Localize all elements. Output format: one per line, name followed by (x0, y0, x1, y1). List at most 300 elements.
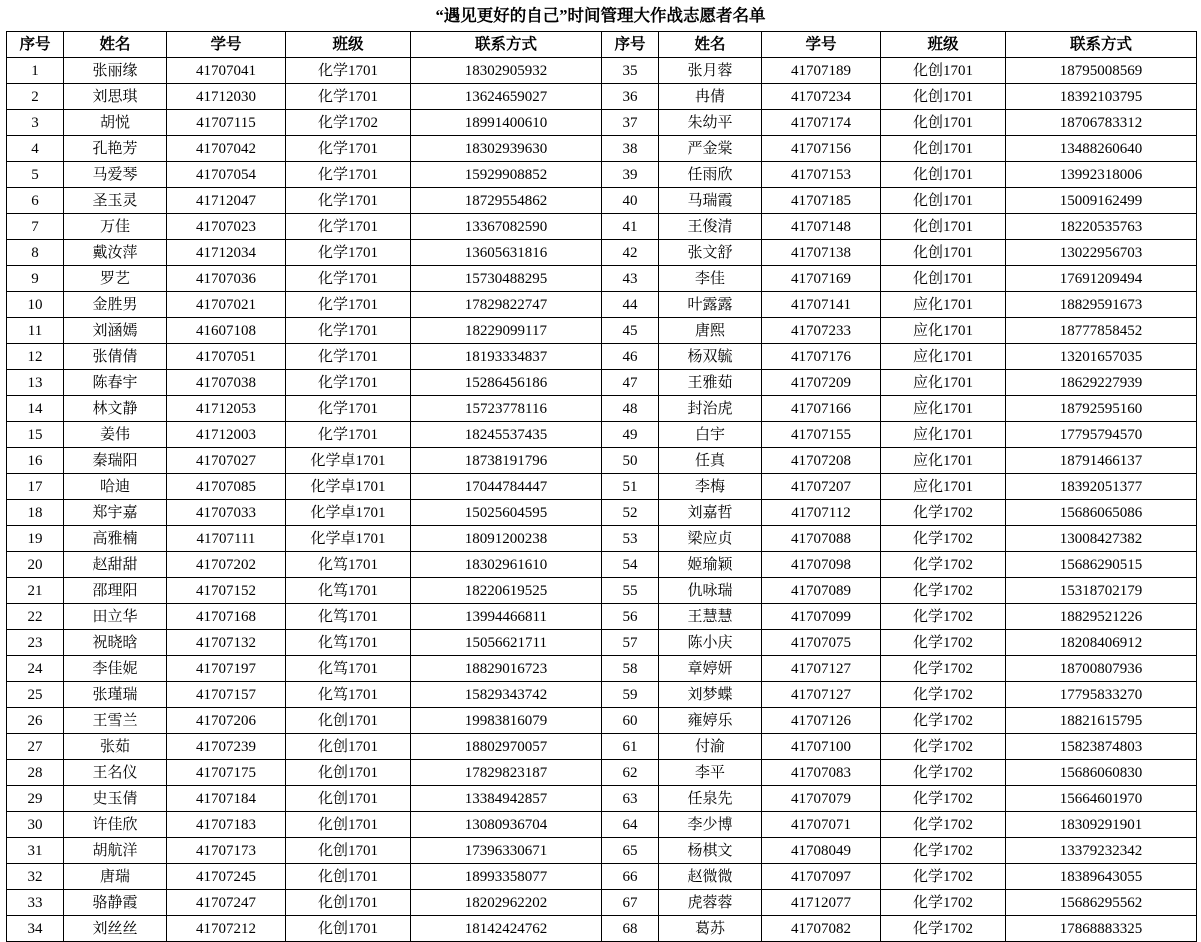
table-cell: 31 (7, 838, 64, 864)
table-cell: 张文舒 (659, 240, 762, 266)
table-cell: 18229099117 (411, 318, 602, 344)
table-cell: 41707111 (167, 526, 286, 552)
table-cell: 58 (602, 656, 659, 682)
table-cell: 化创1701 (286, 734, 411, 760)
table-row (7, 864, 1197, 890)
table-cell: 杨双毓 (659, 344, 762, 370)
table-cell: 15730488295 (411, 266, 602, 292)
table-cell: 化创1701 (881, 240, 1006, 266)
table-cell: 41707207 (762, 474, 881, 500)
table-cell: 41707166 (762, 396, 881, 422)
table-cell: 祝晓晗 (64, 630, 167, 656)
table-cell: 18202962202 (411, 890, 602, 916)
table-cell: 62 (602, 760, 659, 786)
table-cell: 刘思琪 (64, 84, 167, 110)
column-header: 学号 (167, 32, 286, 58)
column-header: 姓名 (64, 32, 167, 58)
table-cell: 50 (602, 448, 659, 474)
table-cell: 15 (7, 422, 64, 448)
table-cell: 18220619525 (411, 578, 602, 604)
table-cell: 18993358077 (411, 864, 602, 890)
table-cell: 15723778116 (411, 396, 602, 422)
table-cell: 李佳 (659, 266, 762, 292)
table-cell: 18392103795 (1006, 84, 1197, 110)
table-cell: 叶露露 (659, 292, 762, 318)
table-cell: 10 (7, 292, 64, 318)
table-cell: 41707206 (167, 708, 286, 734)
table-cell: 18829591673 (1006, 292, 1197, 318)
table-cell: 化创1701 (286, 890, 411, 916)
table-cell: 41607108 (167, 318, 286, 344)
table-cell: 付渝 (659, 734, 762, 760)
table-cell: 41707245 (167, 864, 286, 890)
table-cell: 41707247 (167, 890, 286, 916)
table-cell: 化创1701 (881, 162, 1006, 188)
table-cell: 41707157 (167, 682, 286, 708)
table-cell: 化创1701 (286, 812, 411, 838)
table-cell: 45 (602, 318, 659, 344)
table-cell: 13008427382 (1006, 526, 1197, 552)
table-row (7, 526, 1197, 552)
table-cell: 41707079 (762, 786, 881, 812)
table-cell: 13605631816 (411, 240, 602, 266)
table-cell: 36 (602, 84, 659, 110)
table-cell: 仇咏瑞 (659, 578, 762, 604)
table-cell: 64 (602, 812, 659, 838)
column-header: 联系方式 (411, 32, 602, 58)
table-cell: 胡航洋 (64, 838, 167, 864)
table-row (7, 370, 1197, 396)
table-cell: 61 (602, 734, 659, 760)
table-cell: 万佳 (64, 214, 167, 240)
table-row (7, 448, 1197, 474)
table-cell: 化学1701 (286, 240, 411, 266)
table-cell: 39 (602, 162, 659, 188)
table-cell: 41707054 (167, 162, 286, 188)
table-cell: 化创1701 (286, 708, 411, 734)
table-cell: 化学1701 (286, 396, 411, 422)
table-cell: 秦瑞阳 (64, 448, 167, 474)
table-cell: 马爱琴 (64, 162, 167, 188)
table-cell: 18738191796 (411, 448, 602, 474)
table-cell: 18829016723 (411, 656, 602, 682)
table-cell: 53 (602, 526, 659, 552)
table-cell: 41707036 (167, 266, 286, 292)
table-cell: 41707033 (167, 500, 286, 526)
table-cell: 张倩倩 (64, 344, 167, 370)
table-cell: 4 (7, 136, 64, 162)
table-cell: 41707115 (167, 110, 286, 136)
table-cell: 41707141 (762, 292, 881, 318)
table-cell: 41707021 (167, 292, 286, 318)
table-cell: 化学1702 (881, 552, 1006, 578)
table-cell: 化创1701 (286, 838, 411, 864)
table-cell: 17829822747 (411, 292, 602, 318)
table-cell: 18829521226 (1006, 604, 1197, 630)
table-cell: 51 (602, 474, 659, 500)
table-cell: 15318702179 (1006, 578, 1197, 604)
table-cell: 41707168 (167, 604, 286, 630)
table-cell: 许佳欣 (64, 812, 167, 838)
table-cell: 化学1702 (881, 604, 1006, 630)
table-cell: 圣玉灵 (64, 188, 167, 214)
table-cell: 18791466137 (1006, 448, 1197, 474)
table-row (7, 552, 1197, 578)
table-cell: 18629227939 (1006, 370, 1197, 396)
table-cell: 46 (602, 344, 659, 370)
table-cell: 41712030 (167, 84, 286, 110)
table-cell: 41707132 (167, 630, 286, 656)
table-cell: 16 (7, 448, 64, 474)
table-cell: 41707042 (167, 136, 286, 162)
table-cell: 41707189 (762, 58, 881, 84)
page-title: “遇见更好的自己”时间管理大作战志愿者名单 (435, 6, 766, 25)
table-cell: 化学1701 (286, 344, 411, 370)
table-cell: 41707233 (762, 318, 881, 344)
table-row (7, 916, 1197, 942)
table-cell: 化创1701 (881, 266, 1006, 292)
table-cell: 41707097 (762, 864, 881, 890)
table-cell: 化学1701 (286, 136, 411, 162)
table-cell: 22 (7, 604, 64, 630)
table-cell: 18729554862 (411, 188, 602, 214)
table-cell: 35 (602, 58, 659, 84)
table-cell: 17829823187 (411, 760, 602, 786)
table-row (7, 240, 1197, 266)
table-cell: 41707127 (762, 682, 881, 708)
table-cell: 胡悦 (64, 110, 167, 136)
table-cell: 17795833270 (1006, 682, 1197, 708)
table-cell: 18795008569 (1006, 58, 1197, 84)
table-cell: 42 (602, 240, 659, 266)
table-cell: 化学卓1701 (286, 474, 411, 500)
table-cell: 马瑞霞 (659, 188, 762, 214)
table-body (7, 58, 1197, 942)
table-cell: 41707184 (167, 786, 286, 812)
table-cell: 王雅茹 (659, 370, 762, 396)
table-cell: 15664601970 (1006, 786, 1197, 812)
table-row (7, 422, 1197, 448)
table-cell: 应化1701 (881, 344, 1006, 370)
table-row (7, 474, 1197, 500)
table-header-row (7, 32, 1197, 58)
table-cell: 15025604595 (411, 500, 602, 526)
table-cell: 张瑾瑞 (64, 682, 167, 708)
table-row (7, 344, 1197, 370)
table-cell: 白宇 (659, 422, 762, 448)
table-cell: 41707099 (762, 604, 881, 630)
table-cell: 应化1701 (881, 396, 1006, 422)
table-cell: 孔艳芳 (64, 136, 167, 162)
table-cell: 41707098 (762, 552, 881, 578)
table-cell: 41707127 (762, 656, 881, 682)
table-cell: 56 (602, 604, 659, 630)
table-cell: 18700807936 (1006, 656, 1197, 682)
table-cell: 41707234 (762, 84, 881, 110)
table-cell: 史玉倩 (64, 786, 167, 812)
table-row (7, 578, 1197, 604)
table-row (7, 812, 1197, 838)
table-cell: 化学1702 (881, 864, 1006, 890)
table-cell: 29 (7, 786, 64, 812)
table-cell: 21 (7, 578, 64, 604)
table-cell: 化学1702 (881, 682, 1006, 708)
table-cell: 18777858452 (1006, 318, 1197, 344)
table-row (7, 604, 1197, 630)
table-row (7, 838, 1197, 864)
table-cell: 23 (7, 630, 64, 656)
table-cell: 68 (602, 916, 659, 942)
table-cell: 18091200238 (411, 526, 602, 552)
table-cell: 哈迪 (64, 474, 167, 500)
table-cell: 18193334837 (411, 344, 602, 370)
table-row (7, 318, 1197, 344)
column-header: 班级 (881, 32, 1006, 58)
table-cell: 郑宇嘉 (64, 500, 167, 526)
table-cell: 罗艺 (64, 266, 167, 292)
table-cell: 41707148 (762, 214, 881, 240)
table-cell: 18142424762 (411, 916, 602, 942)
table-cell: 41707202 (167, 552, 286, 578)
table-cell: 化学1702 (881, 786, 1006, 812)
table-cell: 应化1701 (881, 370, 1006, 396)
table-cell: 葛苏 (659, 916, 762, 942)
table-cell: 38 (602, 136, 659, 162)
table-cell: 41707173 (167, 838, 286, 864)
table-cell: 41707089 (762, 578, 881, 604)
table-cell: 虎蓉蓉 (659, 890, 762, 916)
table-cell: 化学卓1701 (286, 448, 411, 474)
table-cell: 18302939630 (411, 136, 602, 162)
table-cell: 41707038 (167, 370, 286, 396)
table-cell: 李平 (659, 760, 762, 786)
table-cell: 化创1701 (286, 760, 411, 786)
table-cell: 18991400610 (411, 110, 602, 136)
column-header: 学号 (762, 32, 881, 58)
table-row (7, 890, 1197, 916)
table-cell: 41707155 (762, 422, 881, 448)
table-cell: 张丽缘 (64, 58, 167, 84)
table-cell: 化笃1701 (286, 630, 411, 656)
table-cell: 化创1701 (881, 214, 1006, 240)
column-header: 联系方式 (1006, 32, 1197, 58)
table-cell: 60 (602, 708, 659, 734)
table-cell: 8 (7, 240, 64, 266)
table-cell: 49 (602, 422, 659, 448)
table-cell: 41707185 (762, 188, 881, 214)
table-cell: 41712003 (167, 422, 286, 448)
table-cell: 18821615795 (1006, 708, 1197, 734)
table-cell: 41707126 (762, 708, 881, 734)
table-cell: 王雪兰 (64, 708, 167, 734)
table-cell: 王俊清 (659, 214, 762, 240)
table-cell: 雍婷乐 (659, 708, 762, 734)
table-cell: 6 (7, 188, 64, 214)
table-cell: 化学卓1701 (286, 526, 411, 552)
table-row (7, 630, 1197, 656)
table-cell: 9 (7, 266, 64, 292)
table-cell: 化学1702 (881, 734, 1006, 760)
table-cell: 15286456186 (411, 370, 602, 396)
table-cell: 41707027 (167, 448, 286, 474)
table-cell: 17795794570 (1006, 422, 1197, 448)
table-row (7, 266, 1197, 292)
table-cell: 应化1701 (881, 448, 1006, 474)
table-cell: 41707023 (167, 214, 286, 240)
table-cell: 化学1701 (286, 214, 411, 240)
table-cell: 化学1701 (286, 370, 411, 396)
table-row (7, 682, 1197, 708)
table-cell: 化创1701 (286, 916, 411, 942)
table-cell: 张月蓉 (659, 58, 762, 84)
table-cell: 41707071 (762, 812, 881, 838)
table-cell: 18389643055 (1006, 864, 1197, 890)
table-cell: 13384942857 (411, 786, 602, 812)
table-cell: 57 (602, 630, 659, 656)
table-cell: 化学1702 (881, 838, 1006, 864)
table-cell: 41712077 (762, 890, 881, 916)
table-cell: 化学1701 (286, 162, 411, 188)
table-cell: 姜伟 (64, 422, 167, 448)
table-cell: 67 (602, 890, 659, 916)
table-cell: 41707175 (167, 760, 286, 786)
table-cell: 13022956703 (1006, 240, 1197, 266)
table-cell: 化学1702 (881, 526, 1006, 552)
table-cell: 邵理阳 (64, 578, 167, 604)
table-cell: 5 (7, 162, 64, 188)
table-cell: 41712053 (167, 396, 286, 422)
table-cell: 15686290515 (1006, 552, 1197, 578)
table-cell: 赵甜甜 (64, 552, 167, 578)
table-cell: 17868883325 (1006, 916, 1197, 942)
table-cell: 41707212 (167, 916, 286, 942)
table-cell: 14 (7, 396, 64, 422)
table-cell: 任泉先 (659, 786, 762, 812)
table-cell: 17 (7, 474, 64, 500)
table-cell: 13080936704 (411, 812, 602, 838)
table-cell: 41707041 (167, 58, 286, 84)
table-cell: 应化1701 (881, 318, 1006, 344)
table-cell: 化创1701 (881, 84, 1006, 110)
table-cell: 李少博 (659, 812, 762, 838)
table-cell: 41707112 (762, 500, 881, 526)
table-cell: 41707176 (762, 344, 881, 370)
table-row (7, 162, 1197, 188)
table-row (7, 786, 1197, 812)
table-cell: 高雅楠 (64, 526, 167, 552)
table-row (7, 188, 1197, 214)
table-cell: 化笃1701 (286, 604, 411, 630)
table-cell: 13379232342 (1006, 838, 1197, 864)
table-cell: 化学1701 (286, 84, 411, 110)
table-cell: 15686065086 (1006, 500, 1197, 526)
table-cell: 41707169 (762, 266, 881, 292)
table-row (7, 136, 1197, 162)
table-cell: 13201657035 (1006, 344, 1197, 370)
table-cell: 43 (602, 266, 659, 292)
table-cell: 41707156 (762, 136, 881, 162)
table-cell: 54 (602, 552, 659, 578)
table-cell: 41707051 (167, 344, 286, 370)
table-cell: 17396330671 (411, 838, 602, 864)
table-cell: 化创1701 (881, 188, 1006, 214)
table-cell: 41708049 (762, 838, 881, 864)
table-cell: 41707083 (762, 760, 881, 786)
table-cell: 33 (7, 890, 64, 916)
table-cell: 20 (7, 552, 64, 578)
table-row (7, 656, 1197, 682)
table-cell: 化笃1701 (286, 682, 411, 708)
table-row (7, 84, 1197, 110)
table-cell: 化创1701 (881, 110, 1006, 136)
table-cell: 化创1701 (286, 786, 411, 812)
table-cell: 41707208 (762, 448, 881, 474)
table-cell: 26 (7, 708, 64, 734)
table-cell: 戴汝萍 (64, 240, 167, 266)
table-cell: 骆静霞 (64, 890, 167, 916)
table-cell: 18309291901 (1006, 812, 1197, 838)
table-cell: 55 (602, 578, 659, 604)
column-header: 序号 (7, 32, 64, 58)
table-cell: 化学1701 (286, 292, 411, 318)
table-cell: 姬瑜颖 (659, 552, 762, 578)
table-cell: 13624659027 (411, 84, 602, 110)
table-cell: 41707082 (762, 916, 881, 942)
table-cell: 应化1701 (881, 422, 1006, 448)
table-cell: 陈春宇 (64, 370, 167, 396)
table-cell: 13 (7, 370, 64, 396)
table-cell: 63 (602, 786, 659, 812)
table-cell: 化学1701 (286, 266, 411, 292)
table-cell: 严金棠 (659, 136, 762, 162)
table-row (7, 734, 1197, 760)
table-row (7, 214, 1197, 240)
table-cell: 17044784447 (411, 474, 602, 500)
table-cell: 30 (7, 812, 64, 838)
table-cell: 15686060830 (1006, 760, 1197, 786)
table-cell: 化学1702 (881, 578, 1006, 604)
table-cell: 34 (7, 916, 64, 942)
table-cell: 41707183 (167, 812, 286, 838)
table-cell: 化学1701 (286, 58, 411, 84)
table-cell: 化学1702 (881, 500, 1006, 526)
table-cell: 任真 (659, 448, 762, 474)
table-cell: 应化1701 (881, 292, 1006, 318)
table-cell: 19983816079 (411, 708, 602, 734)
column-header: 班级 (286, 32, 411, 58)
table-cell: 18302905932 (411, 58, 602, 84)
table-cell: 冉倩 (659, 84, 762, 110)
table-cell: 3 (7, 110, 64, 136)
table-cell: 28 (7, 760, 64, 786)
table-cell: 化学1702 (881, 760, 1006, 786)
table-cell: 化创1701 (881, 136, 1006, 162)
table-cell: 17691209494 (1006, 266, 1197, 292)
table-row (7, 500, 1197, 526)
table-cell: 18 (7, 500, 64, 526)
table-cell: 15056621711 (411, 630, 602, 656)
table-cell: 15009162499 (1006, 188, 1197, 214)
table-cell: 52 (602, 500, 659, 526)
table-cell: 化学1702 (881, 812, 1006, 838)
table-cell: 化学卓1701 (286, 500, 411, 526)
table-cell: 41707088 (762, 526, 881, 552)
table-cell: 金胜男 (64, 292, 167, 318)
table-cell: 15829343742 (411, 682, 602, 708)
table-cell: 化学1702 (881, 890, 1006, 916)
table-cell: 李梅 (659, 474, 762, 500)
table-cell: 18792595160 (1006, 396, 1197, 422)
